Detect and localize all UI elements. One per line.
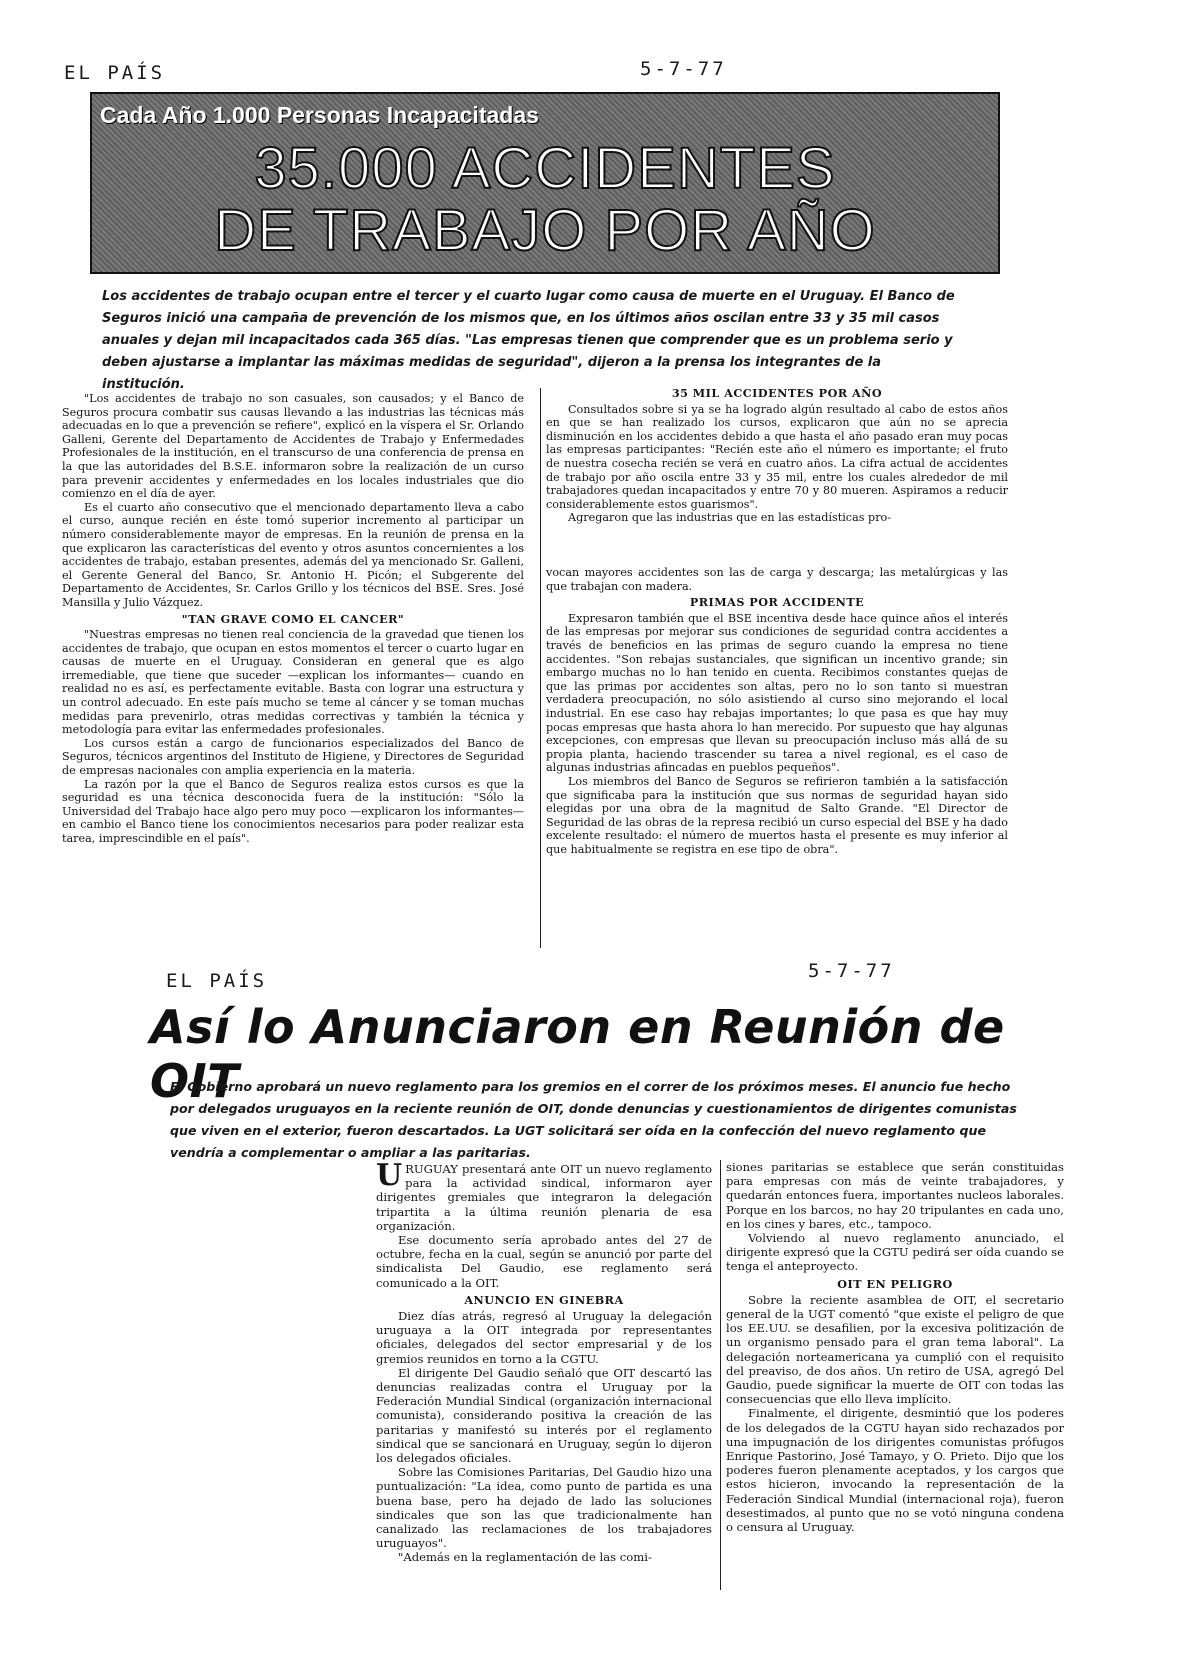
article2-headline: Así lo Anunciaron en Reunión de OIT bbox=[150, 1000, 1005, 1108]
article2-subheading-ginebra: ANUNCIO EN GINEBRA bbox=[464, 1292, 624, 1307]
article2-paragraph: Diez días atrás, regresó al Uruguay la delegación uruguaya a la OIT integrada por representantes oficiales, delegados del sector empresarial y de los gremios reunidos en torno a la CGTU. bbox=[376, 1309, 712, 1366]
article1-paragraph: Expresaron también que el BSE incentiva desde hace quince años el interés de las empresas por mejorar sus condiciones de seguridad contra accidentes a través de beneficios en las primas de seguro cuando la empresa no tiene accidentes. "Son rebajas sustanciales, que significan un incentivo grande; sin embargo muchas no lo han tenido en cuenta. Recibimos constantes quejas de que las primas por accidentes son altas, pero no lo son tanto si muestran verdadera preocupación, no sólo asistiendo al curso sino mejorando el local industrial. En ese caso hay rebajas importantes; lo que pasa es que hay muy pocas empresas que hasta ahora lo han merecido. Por supuesto que hay algunas excepciones, con empresas que llevan su preocupación incluso más allá de su propia planta, haciendo trascender su tarea a nivel regional, es el caso de algunas industrias afincadas en pueblos pequeños". bbox=[546, 611, 1008, 775]
article1-paragraph: Los cursos están a cargo de funcionarios especializados del Banco de Seguros, técnicos argentinos del Instituto de Higiene, y Directores de Seguridad de empresas nacionales con amplia experiencia en la materia. bbox=[62, 736, 524, 778]
article2-paragraph: Ese documento sería aprobado antes del 27 de octubre, fecha en la cual, según se anunció por parte del sindicalista Del Gaudio, ese reglamento será comunicado a la OIT. bbox=[376, 1233, 712, 1290]
article1-paragraph: Los miembros del Banco de Seguros se refirieron también a la satisfacción que significaba para la institución que sus normas de seguridad hayan sido elegidas por una obra de la magnitud de Salto Grande. "El Director de Seguridad de las obras de la represa recibió un curso especial del BSE y ha dado excelente resultado: el número de muertos hasta el presente es muy inferior al que habitualmente se registra en ese tipo de obra". bbox=[546, 774, 1008, 856]
article1-left-column bbox=[62, 392, 524, 846]
column-divider-2 bbox=[720, 1160, 721, 1590]
article2-right-column bbox=[726, 1160, 1064, 1534]
main-title-line2: DE TRABAJO POR AÑO bbox=[214, 198, 876, 263]
date-label-1: 5-7-77 bbox=[640, 58, 727, 80]
main-title-line1: 35.000 ACCIDENTES bbox=[254, 136, 836, 201]
article2-left-column bbox=[376, 1158, 712, 1565]
headline-banner bbox=[90, 92, 1000, 274]
lead-paragraph-1: Los accidentes de trabajo ocupan entre el tercer y el cuarto lugar como causa de muerte en el Uruguay. El Banco de Seguros inició una campaña de prevención de los mismos que, en los últimos años oscilan entre 33 y 35 mil casos anuales y dejan mil incapacitados cada 365 días. "Las empresas tienen que comprender que es un problema serio y deben ajustarse a implantar las máximas medidas de seguridad", dijeron a la prensa los integrantes de la institución. bbox=[102, 289, 955, 392]
article1-right-column-top bbox=[546, 384, 1008, 525]
article1-paragraph: vocan mayores accidentes son las de carga y descarga; las metalúrgicas y las que trabajan con madera. bbox=[546, 566, 1008, 593]
article1-paragraph: Agregaron que las industrias que en las estadísticas pro- bbox=[568, 511, 892, 525]
article2-subheading-peligro: OIT EN PELIGRO bbox=[837, 1276, 953, 1291]
article1-subheading-cancer: "TAN GRAVE COMO EL CANCER" bbox=[181, 611, 405, 626]
article2-paragraph: "Además en la reglamentación de las comi- bbox=[398, 1550, 652, 1565]
article2-paragraph: El dirigente Del Gaudio señaló que OIT descartó las denuncias realizadas contra el Uruguay por la Federación Mundial Sindical (organización internacional comunista), considerando positiva la creación de las paritarias y manifestó su interés por el reglamento sindical que se sancionará en Uruguay, según lo dijeron los delegados oficiales. bbox=[376, 1365, 712, 1466]
article1-paragraph: "Los accidentes de trabajo no son casuales, son causados; y el Banco de Seguros procura combatir sus causas llevando a las industrias las técnicas más adecuadas en lo que a prevención se refiere", explicó en la víspera el Sr. Orlando Galleni, Gerente del Departamento de Accidentes de Trabajo y Enfermedades Profesionales de la institución, en el transcurso de una conferencia de prensa en la que las autoridades del B.S.E. informaron sobre la realización de un curso para prevenir accidentes y enfermedades en los locales industriales que dio comienzo en el día de ayer. bbox=[62, 392, 524, 501]
article1-paragraph: Consultados sobre si ya se ha logrado algún resultado al cabo de estos años en que se han realizado los cursos, explicaron que aún no se aprecia disminución en los accidentes debido a que hasta el año pasado eran muy pocas las empresas participantes: "Recién este año el número es importante; el fruto de nuestra cosecha recién se verá en cuatro años. La cifra actual de accidentes de trabajo por año oscila entre 33 y 35 mil, entre los cuales alrededor de mil trabajadores quedan incapacitados y entre 70 y 80 mueren. Aspiramos a reducir considerablemente estos guarismos". bbox=[546, 402, 1008, 511]
article1-subheading-primas: PRIMAS POR ACCIDENTE bbox=[689, 595, 865, 610]
article2-paragraph: Sobre la reciente asamblea de OIT, el secretario general de la UGT comentó "que existe el peligro de que los EE.UU. se desafilien, por la excesiva politización de un organismo pensado para el gran tema laboral". La delegación norteamericana ya cumplió con el requisito del preaviso, de dos años. Un retiro de USA, agregó Del Gaudio, puede significar la muerte de OIT con todas las consecuencias que ello lleva implícito. bbox=[726, 1292, 1064, 1407]
dropcap: U bbox=[376, 1158, 403, 1193]
date-label-2: 5-7-77 bbox=[808, 960, 895, 982]
article2-first-paragraph: RUGUAY presentará ante OIT un nuevo reglamento para la actividad sindical, informaron ayer dirigentes gremiales que integraron la delegación tripartita a la última reunión plenaria de esa organización. bbox=[376, 1162, 712, 1233]
kicker: Cada Año 1.000 Personas Incapacitadas bbox=[100, 102, 539, 128]
article1-paragraph: "Nuestras empresas no tienen real conciencia de la gravedad que tienen los accidentes de trabajo, que ocupan en estos momentos el tercer o cuarto lugar en causas de muerte en el Uruguay. Consideran en general que es algo irremediable, que tiene que suceder —explican los informantes— cuando en realidad no es así, es perfectamente evitable. Basta con lograr una estructura y un control adecuado. En este país mucho se teme al cáncer y se toman muchas medidas para prevenirlo, otras medidas correctivas y también la técnica y metodología para evitar las enfermedades profesionales. bbox=[62, 628, 524, 737]
column-divider bbox=[540, 388, 541, 948]
source-label-2: EL PAÍS bbox=[166, 970, 268, 992]
article1-paragraph: La razón por la que el Banco de Seguros realiza estos cursos es que la seguridad es una técnica desconocida fuera de la institución: "Sólo la Universidad del Trabajo hace algo pero muy poco —explicaron los informantes— en cambio el Banco tiene los conocimientos necesarios para poder realizar esta tarea, imprescindible en el país". bbox=[62, 777, 524, 845]
article2-paragraph: siones paritarias se establece que serán constituidas para empresas con más de veinte trabajadores, y quedarán entonces fuera, importantes nucleos laborales. Porque en los barcos, no hay 20 tripulantes en cada uno, en los cines y bares, etc., tampoco. bbox=[726, 1160, 1064, 1231]
source-label-1: EL PAÍS bbox=[64, 62, 166, 84]
lead-paragraph-2: El Gobierno aprobará un nuevo reglamento para los gremios en el correr de los próximos meses. El anuncio fue hecho por delegados uruguayos en la reciente reunión de OIT, donde denuncias y cuestionamientos de dirigentes comunistas que viven en el exterior, fueron descartados. La UGT solicitará ser oída en la confección del nuevo reglamento que vendría a complementar o ampliar a las paritarias. bbox=[170, 1079, 1017, 1160]
article2-paragraph: Sobre las Comisiones Paritarias, Del Gaudio hizo una puntualización: "La idea, como punto de partida es una buena base, pero ha dejado de lado las soluciones sindicales que son las que tradicionalmente han canalizado las reclamaciones de los trabajadores uruguayos". bbox=[376, 1465, 712, 1551]
article1-subheading-35mil: 35 MIL ACCIDENTES POR AÑO bbox=[671, 386, 883, 400]
article2-paragraph: Volviendo al nuevo reglamento anunciado, el dirigente expresó que la CGTU pedirá ser oída cuando se tenga el anteproyecto. bbox=[726, 1231, 1064, 1274]
article1-paragraph: Es el cuarto año consecutivo que el mencionado departamento lleva a cabo el curso, aunque recién en éste tomó superior incremento al participar un número considerablemente mayor de empresas. En la reunión de prensa en la que explicaron las características del evento y otros asuntos concernientes a los accidentes de trabajo, estaban presentes, además del ya mencionado Sr. Galleni, el Gerente General del Banco, Sr. Antonio H. Picón; el Subgerente del Departamento de Accidentes, Sr. Carlos Grillo y los técnicos del BSE. Sres. José Mansilla y Julio Vázquez. bbox=[62, 500, 524, 609]
article2-paragraph: Finalmente, el dirigente, desmintió que los poderes de los delegados de la CGTU hayan sido rechazados por una impugnación de los dirigentes comunistas prófugos Enrique Pastorino, José Tamayo, y O. Prieto. Dijo que los poderes fueron plenamente aceptados, y los cargos que estos hicieron, invocando la representación de la Federación Sindical Mundial (internacional roja), fueron desestimados, al punto que no se votó ninguna condena o censura al Uruguay. bbox=[726, 1406, 1064, 1535]
article1-right-column-bottom bbox=[546, 566, 1008, 856]
